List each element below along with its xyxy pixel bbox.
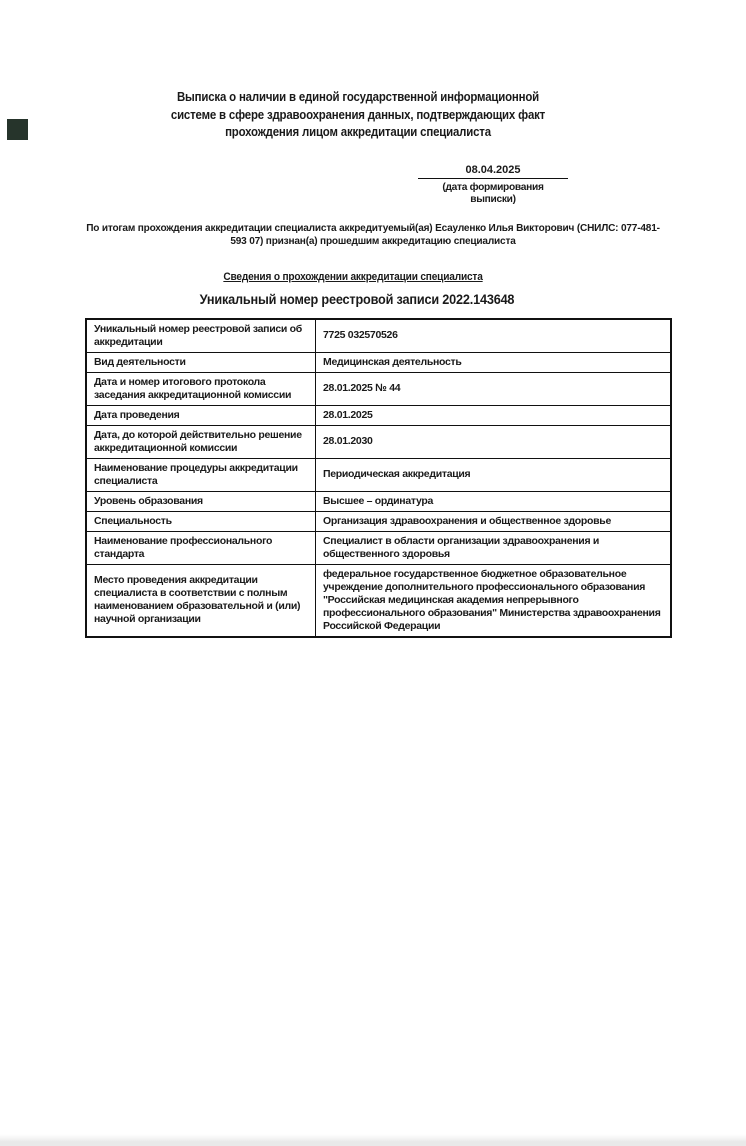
row-value-cell: Высшее – ординатура [316,491,672,511]
intro-paragraph [85,222,661,248]
row-label-cell: Дата проведения [86,405,316,425]
registry-heading: Уникальный номер реестровой записи 2022.143648 [199,291,515,307]
table-row [86,511,671,531]
corner-marker [7,119,28,140]
row-label-cell: Дата, до которой действительно решение аккредитационной комиссии [86,425,316,458]
row-value-cell: 28.01.2025 № 44 [316,372,672,405]
row-value-cell: 28.01.2030 [316,425,672,458]
document-title [30,88,686,141]
row-value-cell: 28.01.2025 [316,405,672,425]
intro-line: 593 07) признан(а) прошедшим аккредитацию специалиста [230,234,516,247]
document-title-line: прохождения лицом аккредитации специалиста [225,124,491,139]
document-title-line: системе в сфере здравоохранения данных, подтверждающих факт [170,106,546,122]
table-row [86,491,671,511]
row-value-cell: Периодическая аккредитация [316,458,672,491]
row-label-cell: Место проведения аккредитации специалиста в соответствии с полным наименованием образовательной и (или) научной организации [86,564,316,637]
row-label-cell: Дата и номер итогового протокола заседания аккредитационной комиссии [86,372,316,405]
row-value-cell: федеральное государственное бюджетное образовательное учреждение дополнительного профессионального образования "Российская медицинская академия непрерывного профессионального образования" Министерства здравоохранения Российской Федерации [316,564,672,637]
table-row [86,425,671,458]
row-label-cell: Уникальный номер реестровой записи об аккредитации [86,319,316,353]
row-value-cell: Медицинская деятельность [316,352,672,372]
issue-date-caption: (дата формирования выписки) [442,180,544,205]
row-label-cell: Уровень образования [86,491,316,511]
section-subtitle: Сведения о прохождении аккредитации специалиста [223,270,483,283]
table-row [86,458,671,491]
row-value-cell: Организация здравоохранения и общественное здоровье [316,511,672,531]
issue-date: 08.04.2025 [418,164,568,179]
table-row [86,352,671,372]
issue-date-block [418,164,568,205]
table-row [86,372,671,405]
document-title-line: Выписка о наличии в единой государственной информационной [176,89,540,104]
accreditation-table [85,318,672,638]
row-label-cell: Вид деятельности [86,352,316,372]
table-row [86,319,671,353]
row-value-cell: 7725 032570526 [316,319,672,353]
table-row [86,564,671,637]
table-row [86,531,671,564]
row-label-cell: Наименование процедуры аккредитации специалиста [86,458,316,491]
bottom-bar [0,1134,746,1146]
row-value-cell: Специалист в области организации здравоохранения и общественного здоровья [316,531,672,564]
row-label-cell: Наименование профессионального стандарта [86,531,316,564]
intro-line: По итогам прохождения аккредитации специалиста аккредитуемый(ая) Есауленко Илья Викторович (СНИЛС: 077-481- [86,221,660,234]
table-row [86,405,671,425]
row-label-cell: Специальность [86,511,316,531]
document-page [0,88,746,1146]
